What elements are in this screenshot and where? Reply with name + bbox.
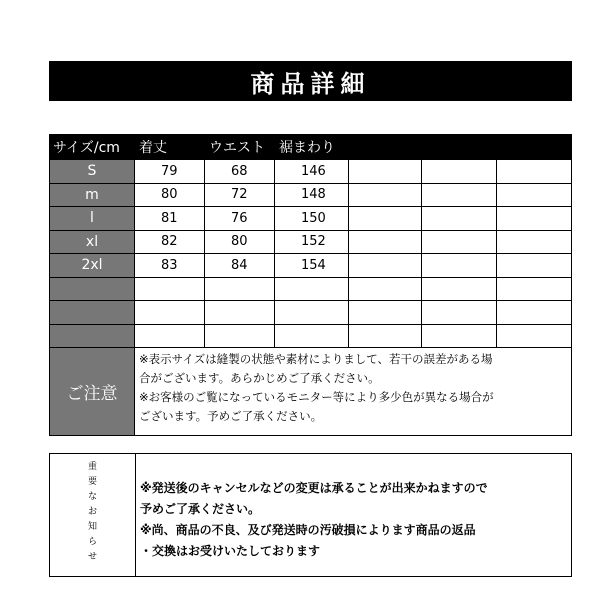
size-label bbox=[49, 325, 135, 348]
table-cell bbox=[422, 207, 497, 230]
important-line: ※発送後のキャンセルなどの変更は承ることが出来かねますので bbox=[140, 481, 488, 495]
table-cell: 80 bbox=[135, 184, 205, 207]
table-row bbox=[49, 184, 572, 208]
notice-row bbox=[49, 348, 572, 436]
table-cell: 152 bbox=[275, 231, 349, 254]
table-cell bbox=[275, 278, 349, 301]
table-cell: 150 bbox=[275, 207, 349, 230]
important-label-char: 知 bbox=[87, 522, 97, 532]
table-cell bbox=[135, 301, 205, 324]
important-label bbox=[50, 454, 136, 576]
table-cell bbox=[349, 231, 422, 254]
notice-line: ※表示サイズは縫製の状態や素材によりまして、若干の誤差がある場 bbox=[139, 352, 493, 366]
notice-text bbox=[135, 348, 572, 435]
table-cell bbox=[349, 301, 422, 324]
important-label-char: 重 bbox=[87, 462, 97, 472]
important-line: 予めご了承ください。 bbox=[140, 502, 261, 516]
table-cell bbox=[422, 231, 497, 254]
size-label bbox=[49, 301, 135, 324]
notice-label: ご注意 bbox=[49, 348, 135, 435]
notice-line: 合がございます。あらかじめご了承ください。 bbox=[139, 371, 380, 385]
table-cell: 80 bbox=[205, 231, 275, 254]
table-cell bbox=[205, 301, 275, 324]
table-cell bbox=[497, 184, 572, 207]
table-cell bbox=[135, 325, 205, 348]
table-cell bbox=[349, 278, 422, 301]
table-cell: 72 bbox=[205, 184, 275, 207]
header-hem: 裾まわり bbox=[279, 140, 335, 156]
table-cell bbox=[422, 160, 497, 183]
table-cell: 148 bbox=[275, 184, 349, 207]
table-cell bbox=[349, 184, 422, 207]
size-table bbox=[49, 134, 572, 436]
size-label: S bbox=[49, 160, 135, 183]
table-cell: 154 bbox=[275, 254, 349, 277]
table-cell bbox=[497, 278, 572, 301]
table-cell: 81 bbox=[135, 207, 205, 230]
table-cell bbox=[422, 184, 497, 207]
important-label-char: お bbox=[87, 507, 97, 517]
page-title: 商品詳細 bbox=[49, 61, 572, 101]
table-cell bbox=[422, 254, 497, 277]
table-cell: 68 bbox=[205, 160, 275, 183]
important-label-char: ら bbox=[87, 537, 97, 547]
table-cell bbox=[135, 278, 205, 301]
header-length: 着丈 bbox=[139, 140, 167, 156]
size-label: l bbox=[49, 207, 135, 230]
table-row bbox=[49, 301, 572, 325]
table-cell: 83 bbox=[135, 254, 205, 277]
table-cell bbox=[422, 301, 497, 324]
header-size: サイズ/cm bbox=[53, 140, 120, 156]
table-cell bbox=[422, 278, 497, 301]
table-cell bbox=[497, 301, 572, 324]
size-label: 2xl bbox=[49, 254, 135, 277]
size-label: m bbox=[49, 184, 135, 207]
notice-line: ※お客様のご覧になっているモニター等により多少色が異なる場合が bbox=[139, 390, 494, 404]
table-cell bbox=[497, 160, 572, 183]
table-cell bbox=[275, 301, 349, 324]
table-cell bbox=[349, 160, 422, 183]
table-cell: 79 bbox=[135, 160, 205, 183]
size-label bbox=[49, 278, 135, 301]
important-notice-box bbox=[49, 453, 572, 577]
table-cell bbox=[497, 254, 572, 277]
table-cell bbox=[205, 325, 275, 348]
table-cell bbox=[497, 207, 572, 230]
important-label-char: な bbox=[87, 492, 97, 502]
table-row bbox=[49, 231, 572, 255]
table-cell bbox=[497, 231, 572, 254]
important-label-char: せ bbox=[87, 552, 97, 562]
table-cell bbox=[349, 254, 422, 277]
important-text bbox=[136, 454, 571, 576]
table-cell bbox=[205, 278, 275, 301]
important-label-char: 要 bbox=[87, 477, 97, 487]
size-label: xl bbox=[49, 231, 135, 254]
table-row bbox=[49, 254, 572, 278]
table-cell: 76 bbox=[205, 207, 275, 230]
table-cell bbox=[349, 325, 422, 348]
table-cell bbox=[349, 207, 422, 230]
table-cell bbox=[497, 325, 572, 348]
table-cell: 84 bbox=[205, 254, 275, 277]
notice-line: ございます。予めご了承ください。 bbox=[139, 409, 323, 423]
table-cell: 146 bbox=[275, 160, 349, 183]
important-line: ・交換はお受けいたしております bbox=[140, 544, 321, 558]
table-cell: 82 bbox=[135, 231, 205, 254]
table-cell bbox=[422, 325, 497, 348]
table-row bbox=[49, 160, 572, 184]
table-cell bbox=[275, 325, 349, 348]
table-row bbox=[49, 207, 572, 231]
table-row bbox=[49, 325, 572, 349]
header-waist: ウエスト bbox=[209, 140, 265, 156]
table-row bbox=[49, 278, 572, 302]
table-header bbox=[49, 134, 572, 160]
important-line: ※尚、商品の不良、及び発送時の汚破損によります商品の返品 bbox=[140, 523, 476, 537]
